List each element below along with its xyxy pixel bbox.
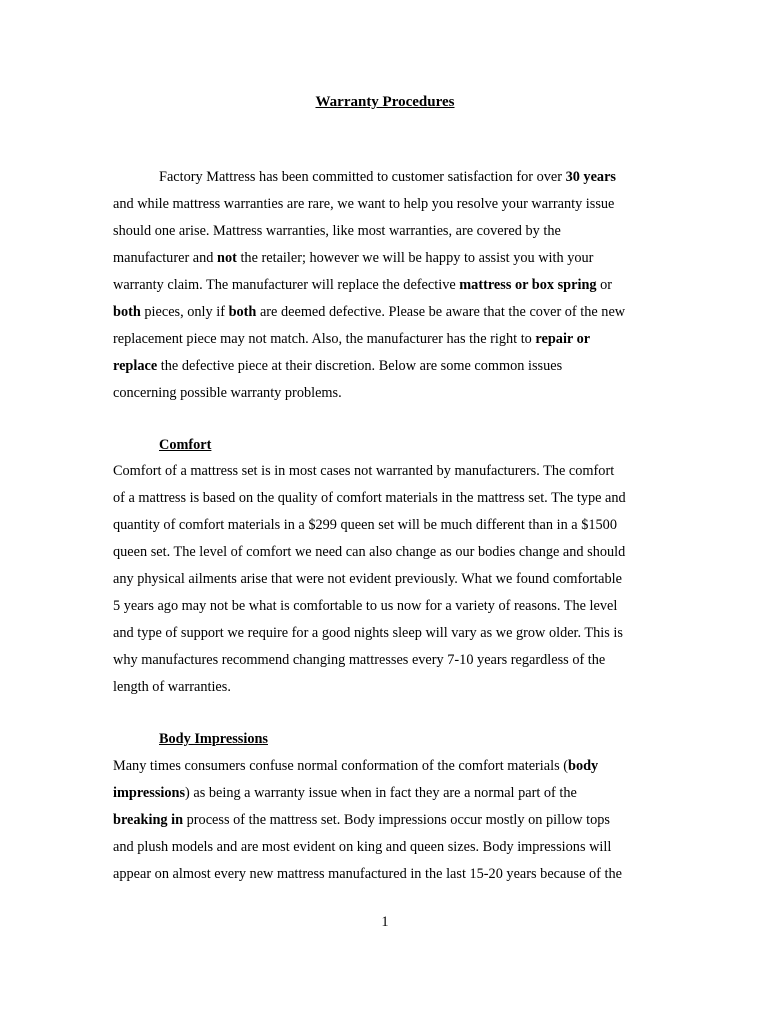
bold-text-run: body [568, 758, 599, 774]
text-run: appear on almost every new mattress manufactured in the last 15-20 years because of the [113, 866, 622, 882]
text-run: or [596, 277, 613, 293]
text-run: the retailer; however we will be happy to assist you with your [236, 250, 594, 266]
text-line [113, 462, 614, 480]
text-run: should one arise. Mattress warranties, like most warranties, are covered by the [113, 223, 561, 239]
text-run: quantity of comfort materials in a $299 queen set will be much different than in a $1500 [113, 517, 617, 533]
page-number: 1 [381, 914, 389, 930]
text-run: and plush models and are most evident on king and queen sizes. Body impressions will [113, 839, 612, 855]
text-line [113, 516, 617, 534]
text-line [113, 249, 593, 267]
text-line [159, 168, 616, 186]
text-run: Comfort of a mattress set is in most cases not warranted by manufacturers. The comfort [113, 463, 615, 479]
text-run: are deemed defective. Please be aware that the cover of the new [256, 304, 626, 320]
text-line [113, 811, 610, 829]
text-line [113, 597, 617, 615]
text-run: ) as being a warranty issue when in fact they are a normal part of the [185, 785, 577, 801]
body-impressions-heading: Body Impressions [159, 731, 268, 747]
text-run: and while mattress warranties are rare, we want to help you resolve your warranty issue [113, 196, 615, 212]
text-run: pieces, only if [140, 304, 229, 320]
text-line [113, 784, 577, 802]
text-line [113, 384, 342, 402]
text-run: the defective piece at their discretion. Below are some common issues [157, 358, 563, 374]
comfort-heading: Comfort [159, 437, 212, 453]
text-line [113, 651, 605, 669]
text-run: of a mattress is based on the quality of comfort materials in the mattress set. The type and [113, 490, 626, 506]
bold-text-run: both [113, 304, 141, 320]
text-run: 5 years ago may not be what is comfortable to us now for a variety of reasons. The level [113, 598, 618, 614]
text-run: length of warranties. [113, 679, 231, 695]
text-line [113, 838, 611, 856]
text-line [113, 222, 561, 240]
text-run: process of the mattress set. Body impressions occur mostly on pillow tops [183, 812, 610, 828]
text-run: and type of support we require for a good nights sleep will vary as we grow older. This is [113, 625, 623, 641]
text-line [113, 357, 562, 375]
text-line [113, 570, 622, 588]
text-line [113, 195, 614, 213]
text-line [113, 865, 622, 883]
bold-text-run: both [228, 304, 257, 320]
text-run: Many times consumers confuse normal conformation of the comfort materials ( [113, 758, 568, 774]
bold-text-run: mattress or box spring [459, 277, 597, 293]
page-title: Warranty Procedures [315, 94, 455, 110]
bold-text-run: not [217, 250, 237, 266]
text-line [113, 543, 625, 561]
text-run: replacement piece may not match. Also, the manufacturer has the right to [113, 331, 536, 347]
text-line [113, 757, 598, 775]
text-line [113, 303, 625, 321]
text-line [113, 489, 626, 507]
text-run: queen set. The level of comfort we need can also change as our bodies change and should [113, 544, 626, 560]
text-line [113, 678, 231, 696]
text-line [113, 276, 612, 294]
bold-text-run: repair or [535, 331, 591, 347]
text-line [113, 330, 590, 348]
bold-text-run: replace [113, 358, 158, 374]
text-run: Factory Mattress has been committed to customer satisfaction for over [159, 169, 566, 185]
text-run: concerning possible warranty problems. [113, 385, 342, 401]
bold-text-run: impressions [113, 785, 186, 801]
bold-text-run: 30 years [565, 169, 616, 185]
text-run: warranty claim. The manufacturer will replace the defective [113, 277, 460, 293]
text-run: any physical ailments arise that were not evident previously. What we found comfortable [113, 571, 622, 587]
text-line [113, 624, 623, 642]
bold-text-run: breaking in [113, 812, 184, 828]
text-run: manufacturer and [113, 250, 217, 266]
text-run: why manufactures recommend changing mattresses every 7-10 years regardless of the [113, 652, 606, 668]
